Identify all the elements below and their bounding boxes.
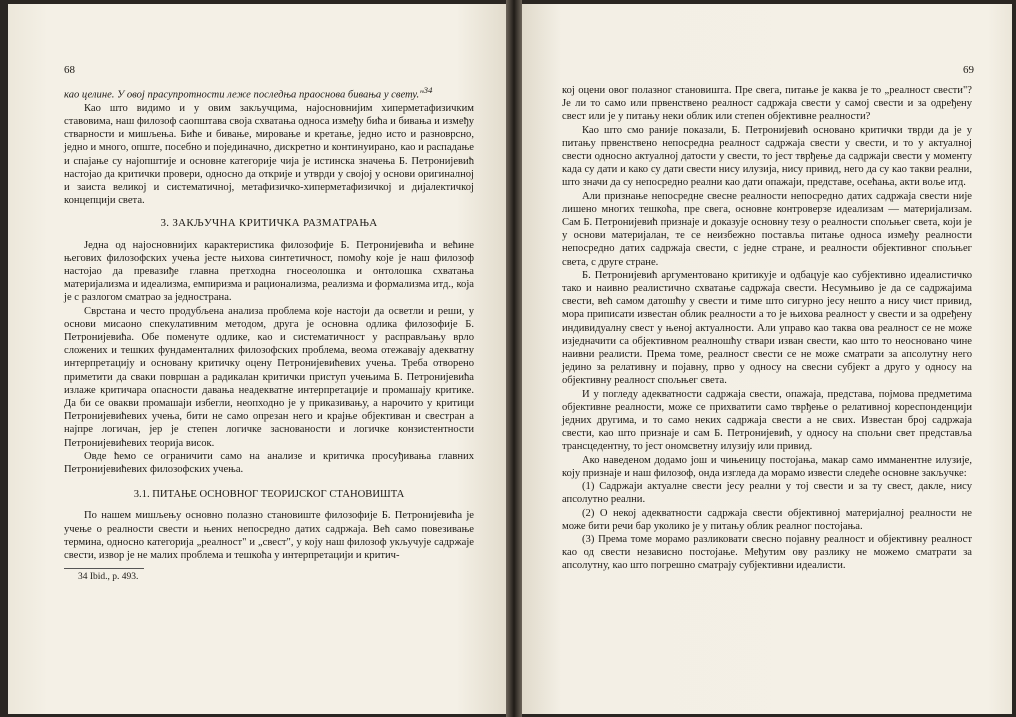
left-page xyxy=(8,4,506,714)
paragraph: Једна од најосновнијих карактеристика филозофије Б. Петронијевића и већине његових филозофских учења јесте њихова синтетичност, помоћу које је наш филозоф настојао да превазиђе главна претходна гносеолошка и онтолошка схватања материјализма и идеализма, емпиризма и рационализма, реализма и формализма итд., која је с разлогом сматрао за једностранa. xyxy=(64,239,474,304)
paragraph: Овде ћемо се ограничити само на анализе и критичка просуђивања главних Петронијевићевих филозофских учења. xyxy=(64,450,474,476)
footnote: 34 Ibid., p. 493. xyxy=(78,572,139,583)
quote-paragraph xyxy=(64,84,474,102)
page-number: 69 xyxy=(963,64,974,76)
paragraph: Сврстана и често продубљена анализа проблема које настоји да осветли и реши, у основи мисаоно спекулативним методом, друга је основна одлика филозофије Б. Петронијевића. Обе поменуте одлике, као и систематичност у расправљању врло сложених и тешких фундаменталних филозофских проблема, веома отежавају адекватну интерпретацију и основану критичку оцену Петронијевићевих учења. Треба отворено приметити да сваки површан а радикалан критички приступ учењима Б. Петронијевића излаже критичара опасности давања неадекватне интерпретације и промашају критике. Да би се овакви промашаји избегли, неопходно је у приказивању, а нарочито у критици Петронијевићевих учења, бити не само опрезан него и крајње објективан и свестран а најпре логичан, јер је степен логичке заснованости и логичке конзистентности Петронијевићевих теорија висок. xyxy=(64,305,474,449)
footnote-rule xyxy=(64,568,144,569)
paragraph: По нашем мишљењу основно полазно становиште филозофије Б. Петронијевића је учење о реалности свести и њених непосредно датих садржаја. Већ само повезивање термина, односно категорија „реалност" и „свест", у коју наш филозоф укључује садржаје свести, извор је не малих проблема и тешкоћа у интерпретацији и критич- xyxy=(64,510,474,562)
paragraph: кој оцени овог полазног становишта. Пре свега, питање је каква је то „реалност свести"? Је ли то само или првенствено реалност садржаја свести у самој свести и за одређену свест или је у питању неки облик или степен објективне реалности? xyxy=(562,85,972,123)
paragraph: Али признање непосредне свесне реалности непосредно датих садржаја свести није лишено многих тешкоћа, пре свега, основне контроверзе идеализам — материјализам. Сам Б. Петронијевић признаје и доказује основну тезу о реалности спољњег света, који је у основи материјалан, те се неизбежно поставља питање односа између реалности непосредно датих садржаја свести, с једне стране, и реалности објективног спољњег света, с друге стране. xyxy=(562,190,972,268)
paragraph: Ако наведеном додамо још и чињеницу постојања, макар само имманентне илузије, коју признаје и наш филозоф, онда изгледа да морамо извести следеће основне закључке: xyxy=(562,454,972,479)
book-gutter xyxy=(506,0,522,717)
paragraph: И у погледу адекватности садржаја свести, опажаја, представа, појмова предметима објективне реалности, може се прихватити само тврђење о релативној кореспонденцији једних другима, и то само неких садржаја свести а не свих. Известан број садржаја свести, као што признаје и сам Б. Петронијевић, у односу на спољни свет представља трансцедентну, то јест ономсветну илузију или привид. xyxy=(562,388,972,453)
list-item: (1) Садржаји актуалне свести јесу реални у тој свести и за ту свест, дакле, нису апсолутно реални. xyxy=(562,481,972,506)
text-column xyxy=(562,84,972,573)
subsection-heading: 3.1. ПИТАЊЕ ОСНОВНОГ ТЕОРИЈСКОГ СТАНОВИШТА xyxy=(133,489,405,501)
paragraph: Као што смо раније показали, Б. Петронијевић основано критички тврди да је у питању првенствено непосредна реалност садржаја свести у свести, и то у актуалној свести односно актуалној датости у свести, то јест тврђење да садржаји свести у моменту када су дати и како су дати свести нису илузија, нису привид, него да су као такви реални, што значи да су непосредно реални као дати опажаји, представе, осећања, акти воље итд. xyxy=(562,124,972,189)
text-column xyxy=(64,84,474,584)
list-item: (3) Према томе морамо разликовати свесно појавну реалност и објективну реалност као од свести независно постојање. Међутим ову разлику не можемо сматрати за апсолутну, као што погрешно сматрају субјективни идеалисти. xyxy=(562,533,972,572)
right-page xyxy=(522,4,1012,714)
paragraph: Б. Петронијевић аргументовано критикује и одбацује као субјективно идеалистичко тако и наивно реалистично схватање садржаја свести. Несумњиво је да се садржајима свести, већ самом датошћу у свести и тиме што сигурно јесу нешто а нису чист привид, мора приписати известан облик реалности а то је њихова реалност у свести и за одређену индивидуалну свест у њеној актуалности. Али управо као таква ова реалност се не може изједначити са објективном реалношћу ствари изван свести, као што то неосновано чине наивни реалисти. Према томе, реалност свести се не може сматрати за апсолутну него једино за релативну и појавну, прво у односу на свесни субјект а друго у односу на објективну реалност спољњег света. xyxy=(562,269,972,387)
footnote-mark: 34 xyxy=(423,85,433,95)
list-item: (2) О некој адекватности садржаја свести објективној материјалној реалности не може бити речи бар уколико је у питању облик реалног постојања. xyxy=(562,507,972,532)
paragraph: Као што видимо и у овим закључцима, најосновнијим хиперметафизичким ставовима, наш филозоф саопштава своја схватања односа између бића и бивања и између стварности и мишљења. Биће и бивање, мировање и кретање, једно исто и разноврсно, једно и много, опште, посебно и појединачно, дискретно и континуирано, као и распадање и спајање су најопштије и основне категорије чија је истинска значења Б. Петронијевић настојао да критички провери, односно да открије и утврди у својој у основи оригиналној и заиста великој и систематичној, метафизичко-хиперметафизичкој и дијалектичкој концепцији света. xyxy=(64,102,474,207)
page-number: 68 xyxy=(64,64,75,76)
section-heading: 3. ЗАКЉУЧНА КРИТИЧКА РАЗМАТРАЊА xyxy=(160,217,378,230)
quote-text: као целине. У овој прасупротности леже последња праоснова бивања у свету." xyxy=(64,89,424,101)
